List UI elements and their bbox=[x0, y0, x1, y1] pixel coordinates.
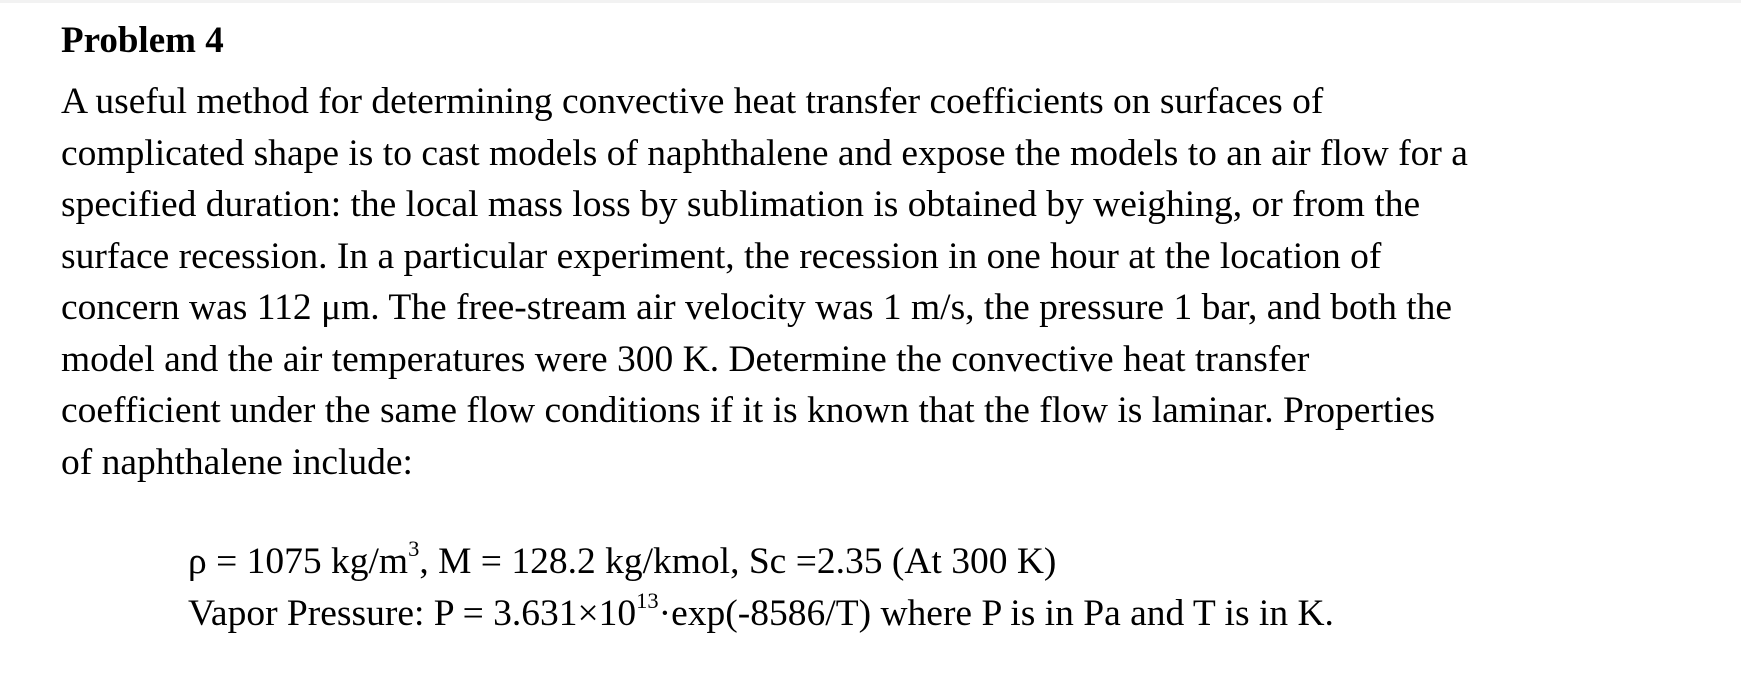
statement-line-4: surface recession. In a particular experiment, the recession in one hour at the location of bbox=[61, 235, 1382, 277]
top-rule bbox=[0, 0, 1741, 3]
statement-line-2: complicated shape is to cast models of naphthalene and expose the models to an air flow for a bbox=[61, 132, 1468, 174]
statement-line-8: of naphthalene include: bbox=[61, 441, 413, 483]
density-exponent: 3 bbox=[408, 536, 420, 562]
statement-line-3: specified duration: the local mass loss by sublimation is obtained by weighing, or from the bbox=[61, 184, 1421, 225]
density-text: ρ = 1075 kg/m bbox=[188, 541, 409, 582]
vapor-pressure-text: Vapor Pressure: P = 3.631×10 bbox=[188, 592, 637, 634]
problem-document bbox=[61, 16, 1721, 488]
problem-statement bbox=[61, 76, 1721, 488]
vapor-pressure-exponent: 13 bbox=[636, 587, 659, 613]
statement-line-6: model and the air temperatures were 300 K. Determine the convective heat transfer bbox=[61, 338, 1310, 380]
statement-line-5: concern was 112 μm. The free-stream air velocity was 1 m/s, the pressure 1 bar, and both the bbox=[61, 287, 1453, 328]
statement-line-1: A useful method for determining convective heat transfer coefficients on surfaces of bbox=[61, 81, 1324, 122]
naphthalene-properties bbox=[188, 536, 1334, 639]
property-line-density bbox=[188, 536, 1334, 588]
property-line-vapor-pressure bbox=[188, 588, 1334, 640]
problem-heading: Problem 4 bbox=[61, 20, 224, 61]
vapor-pressure-formula-text: ·exp(-8586/T) where P is in Pa and T is in K. bbox=[658, 592, 1334, 634]
molar-mass-schmidt-text: , M = 128.2 kg/kmol, Sc =2.35 (At 300 K) bbox=[419, 541, 1057, 582]
statement-line-7: coefficient under the same flow conditions if it is known that the flow is laminar. Properties bbox=[61, 390, 1436, 431]
